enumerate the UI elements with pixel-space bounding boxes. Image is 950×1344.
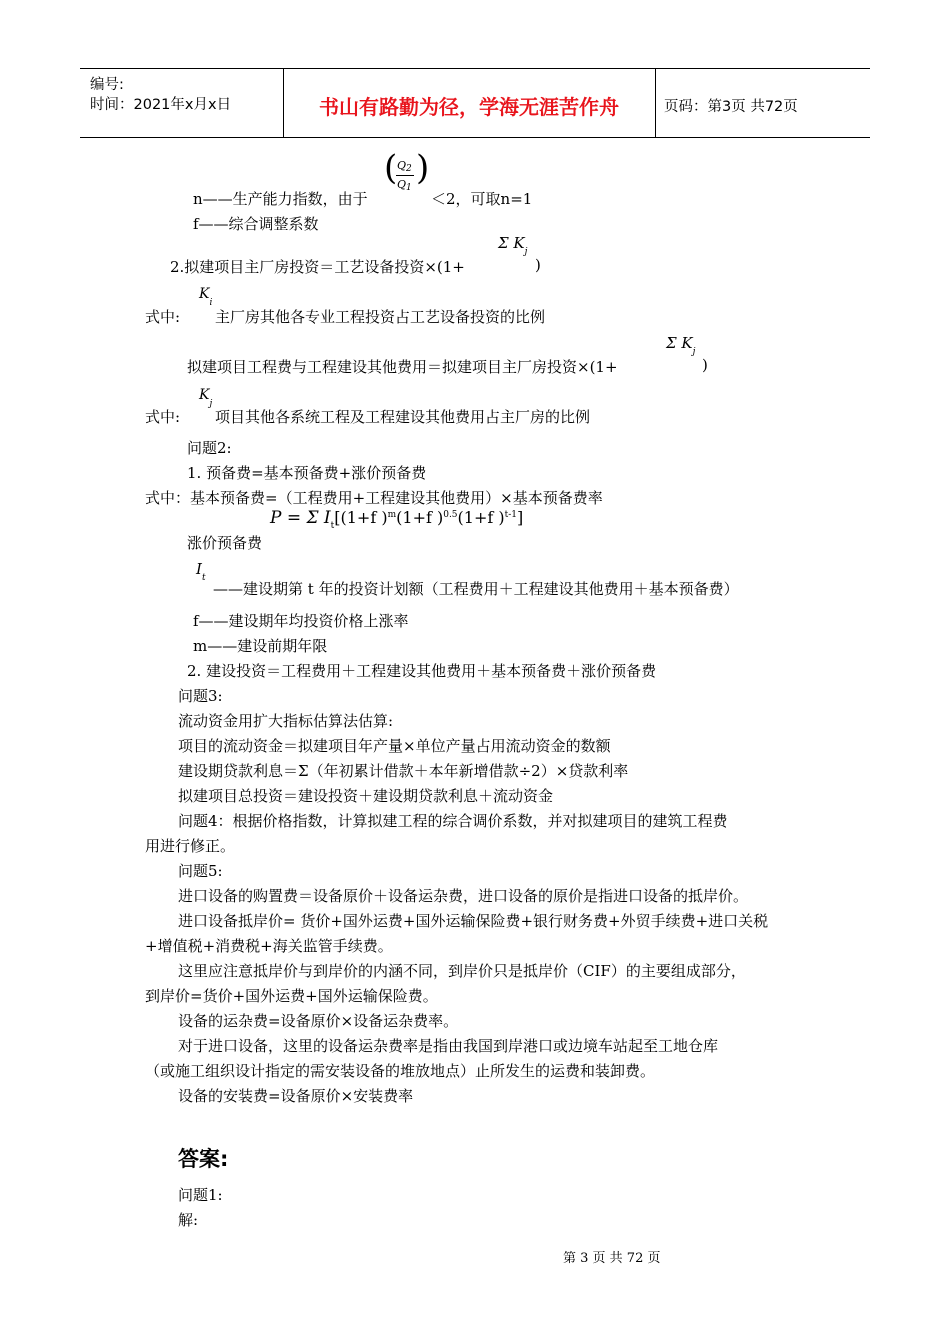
page-header: [80, 68, 870, 138]
line-n-suffix: ＜2，可取n=1: [431, 190, 533, 208]
q3-line-1: 流动资金用扩大指标估算法估算:: [178, 712, 394, 730]
q5-line-3: +增值税+消费税+海关监管手续费。: [145, 937, 393, 955]
kj-symbol: $K_j$: [199, 387, 213, 409]
sigma-kj-1: Σ $K_j$: [498, 234, 528, 257]
q4-line-2: 用进行修正。: [145, 837, 236, 855]
q2: Q2: [397, 159, 412, 174]
q2-line-1: 1. 预备费=基本预备费+涨价预备费: [187, 464, 427, 482]
q3-line-2: 项目的流动资金＝拟建项目年产量×单位产量占用流动资金的数额: [178, 737, 611, 755]
date-label: 时间：2021年x月x日: [90, 97, 232, 113]
q2-title: 问题2:: [187, 439, 232, 457]
q5-line-5: 到岸价=货价+国外运费+国外运输保险费。: [145, 987, 438, 1005]
answer-heading: 答案:: [178, 1147, 229, 1171]
close-paren-2: ): [702, 356, 708, 374]
q1: Q1: [397, 178, 412, 193]
close-paren-1: ): [535, 256, 541, 274]
q3-line-3: 建设期贷款利息＝Σ（年初累计借款＋本年新增借款÷2）×贷款利率: [178, 762, 629, 780]
q3-title: 问题3:: [178, 687, 223, 705]
page-footer: 第 3 页 共 72 页: [563, 1251, 661, 1266]
q5-line-1: 进口设备的购置费＝设备原价＋设备运杂费，进口设备的原价是指进口设备的抵岸价。: [178, 887, 749, 905]
q5-line-6: 设备的运杂费=设备原价×设备运杂费率。: [178, 1012, 459, 1030]
q5-line-4: 这里应注意抵岸价与到岸价的内涵不同，到岸价只是抵岸价（CIF）的主要组成部分，: [178, 962, 746, 980]
where-label-1: 式中:: [145, 308, 181, 326]
page-label: 页码：第3页 共72页: [664, 99, 798, 115]
paren-left: (: [384, 148, 398, 188]
answer-q1: 问题1:: [178, 1186, 223, 1204]
q5-line-9: 设备的安装费=设备原价×安装费率: [178, 1087, 414, 1105]
it-description: ——建设期第 t 年的投资计划额（工程费用＋工程建设其他费用＋基本预备费）: [213, 580, 739, 598]
q5-line-2: 进口设备抵岸价= 货价+国外运费+国外运输保险费+银行财务费+外贸手续费+进口关税: [178, 912, 769, 930]
line-f: f——综合调整系数: [193, 215, 319, 233]
q2-line-3: 2. 建设投资＝工程费用＋工程建设其他费用＋基本预备费＋涨价预备费: [187, 662, 657, 680]
q3-line-4: 拟建项目总投资＝建设投资＋建设期贷款利息＋流动资金: [178, 787, 554, 805]
price-reserve-label: 涨价预备费: [187, 534, 263, 552]
price-reserve-formula: P = Σ $I_t[(1+f$ )$^m$(1+f )$^{0.5}$(1+f )$^{t-1}$]: [270, 508, 524, 531]
q2-line-2: 式中：基本预备费=（工程费用+工程建设其他费用）×基本预备费率: [145, 489, 603, 507]
header-left-cell: [80, 69, 284, 137]
it-symbol: $I_t$: [196, 560, 206, 583]
header-right-cell: [655, 69, 870, 137]
line-n-prefix: n——生产能力指数，由于: [193, 190, 368, 208]
m-description: m——建设前期年限: [193, 637, 328, 655]
q5-line-8: （或施工组织设计指定的需安装设备的堆放地点）止所发生的运费和装卸费。: [145, 1062, 656, 1080]
f-description: f——建设期年均投资价格上涨率: [193, 612, 409, 630]
kj-description: 项目其他各系统工程及工程建设其他费用占主厂房的比例: [215, 408, 591, 426]
engineering-cost-line: 拟建项目工程费与工程建设其他费用＝拟建项目主厂房投资×(1+: [187, 358, 618, 376]
paren-right: ): [416, 148, 430, 188]
q5-line-7: 对于进口设备，这里的设备运杂费率是指由我国到岸港口或边境车站起至工地仓库: [178, 1037, 719, 1055]
motto: 书山有路勤为径，学海无涯苦作舟: [319, 95, 619, 119]
code-label: 编号:: [90, 77, 124, 93]
where-label-2: 式中:: [145, 408, 181, 426]
ki-description: 主厂房其他各专业工程投资占工艺设备投资的比例: [215, 308, 546, 326]
fraction-bar: [396, 175, 414, 176]
header-motto-cell: [283, 69, 656, 137]
answer-solve: 解:: [178, 1211, 199, 1229]
main-plant-investment-line: 2.拟建项目主厂房投资＝工艺设备投资×(1+: [170, 258, 465, 276]
q4-line-1: 问题4：根据价格指数，计算拟建工程的综合调价系数，并对拟建项目的建筑工程费: [178, 812, 728, 830]
q5-title: 问题5:: [178, 862, 223, 880]
sigma-kj-2: Σ $K_j$: [666, 334, 696, 357]
ki-symbol: $K_i$: [199, 286, 213, 308]
